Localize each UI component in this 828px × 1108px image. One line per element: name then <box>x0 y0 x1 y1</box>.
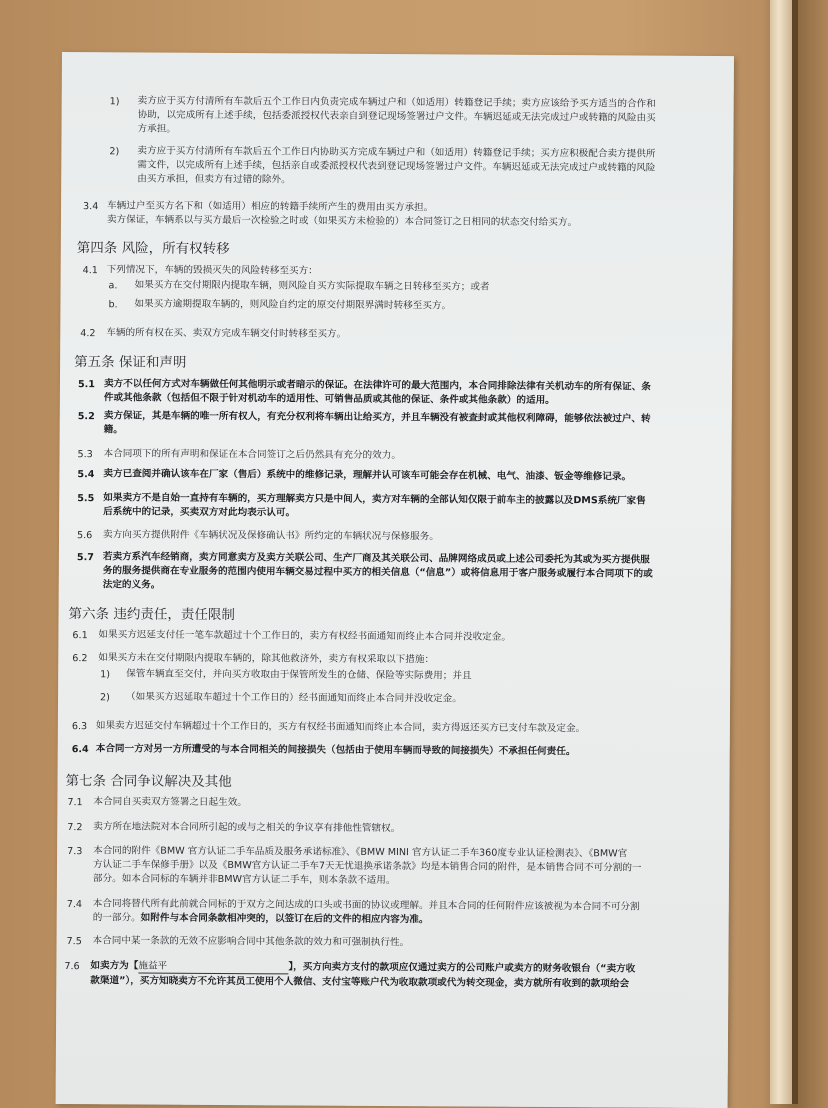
clause-6-2-text: 如果买方未在交付期限内提取车辆的，除其他救济外，卖方有权采取以下措施： <box>98 652 435 666</box>
clause-7-6-line-2: 款渠道”），买方知晓卖方不允许其员工使用个人微信、支付宝等账户代为收取款项或代为转交现金，卖方就所有收到的款项给会 <box>90 975 630 990</box>
clause-6-2-1-text: 保管车辆直至交付，并向买方收取由于保管所发生的仓储、保险等实际费用；并且 <box>126 668 472 682</box>
seller-name-field: 施益平 <box>138 959 288 974</box>
clause-6-2-2-text: （如果买方迟延取车超过十个工作日的）经书面通知而终止本合同并没收定金。 <box>126 691 462 705</box>
clause-5-7-line-2: 务的服务提供商在专业服务的范围内使用车辆交易过程中买方的相关信息（“信息”）或将信息用于客户服务或履行本合同项下的或 <box>102 565 653 580</box>
clause-3-4-line-1: 车辆过户至买方名下和（如适用）相应的转籍手续所产生的费用由买方承担。 <box>107 200 434 214</box>
item-1-number: 1) <box>109 96 120 108</box>
clause-5-7-line-1: 若卖方系汽车经销商，卖方同意卖方及卖方关联公司、生产厂商及其关联公司、品牌网络成员或上述公司委托为其或为买方提供服 <box>102 551 650 566</box>
clause-5-7-number: 5.7 <box>76 552 94 564</box>
clause-7-2-text: 卖方所在地法院对本合同所引起的或与之相关的争议享有排他性管辖权。 <box>93 821 401 835</box>
item-2-line-1: 卖方应于买方付清所有车款后五个工作日内协助买方完成车辆过户和（如适用）转籍登记手续；买方应积极配合卖方提供所 <box>137 145 656 160</box>
section-5-heading: 第五条 保证和声明 <box>74 354 187 371</box>
section-4-heading: 第四条 风险，所有权转移 <box>76 240 230 258</box>
clause-4-1-a-text: 如果买方在交付期限内提取车辆，则风险自买方实际提取车辆之日转移至买方；或者 <box>134 279 490 293</box>
item-2-line-3: 由买方承担，但卖方有过错的除外。 <box>137 173 291 186</box>
item-2-line-2: 需文件，以完成所有上述手续，包括亲自或委派授权代表到登记现场签署过户文件。车辆迟延或无法完成过户或转籍的风险 <box>137 159 656 174</box>
clause-4-1-b-number: b. <box>108 299 118 311</box>
clause-7-3-number: 7.3 <box>67 846 83 858</box>
item-1-line-2: 协助，以完成所有上述手续，包括委派授权代表亲自到登记现场签署过户文件。车辆迟延或无法完成过户或转籍的风险由买 <box>137 109 656 124</box>
clause-7-6-prefix: 如卖方为【 <box>90 960 139 972</box>
clause-5-2-line-2: 籍。 <box>103 424 123 436</box>
clause-7-1-text: 本合同自买卖双方签署之日起生效。 <box>93 796 247 809</box>
clause-6-4-number: 6.4 <box>71 744 89 756</box>
clause-7-3-line-1: 本合同的附件《BMW 官方认证二手车品质及服务承诺标准》、《BMW MINI 官方认证二手车360度专业认证检测表》、《BMW官 <box>93 845 628 860</box>
item-1-line-3: 方承担。 <box>137 123 176 135</box>
clause-6-2-number: 6.2 <box>72 653 88 665</box>
clause-4-1-a-number: a. <box>108 280 118 292</box>
clause-5-5-line-1: 如果卖方不是自始一直持有车辆的，买方理解卖方只是中间人，卖方对车辆的全部认知仅限于前车主的披露以及DMS系统厂家售 <box>103 492 646 507</box>
clause-6-1-number: 6.1 <box>72 630 88 642</box>
clause-5-7-line-3: 法定的义务。 <box>102 579 161 591</box>
clause-4-2-text: 车辆的所有权在买、卖双方完成车辆交付时转移至买方。 <box>106 327 347 340</box>
item-2-number: 2) <box>109 146 120 158</box>
clause-7-3-line-3: 部分。如本合同标的车辆并非BMW官方认证二手车，则本条款不适用。 <box>92 873 396 887</box>
clause-5-2-line-1: 卖方保证，其是车辆的唯一所有权人，有充分权利将车辆出让给买方，并且车辆没有被查封或其他权利障碍，能够依法被过户、转 <box>103 410 651 425</box>
clause-7-4-number: 7.4 <box>66 899 83 911</box>
clause-3-4-line-2: 卖方保证，车辆系以与买方最后一次检验之时或（如果买方未检验的）本合同签订之日相同的状态交付给买方。 <box>106 214 578 229</box>
clause-6-4-text: 本合同一方对另一方所遭受的与本合同相关的间接损失（包括由于使用车辆而导致的间接损失）不承担任何责任。 <box>95 743 576 758</box>
clause-5-3-line-1: 本合同项下的所有声明和保证在本合同签订之后仍然具有充分的效力。 <box>103 448 401 462</box>
clause-6-3-text: 如果卖方迟延交付车辆超过十个工作日的，买方有权经书面通知而终止本合同，卖方得返还买方已支付车款及定金。 <box>95 720 586 735</box>
item-1-line-1: 卖方应于买方付清所有车款后五个工作日内负责完成车辆过户和（如适用）转籍登记手续；卖方应该给予买方适当的合作和 <box>137 95 656 110</box>
clause-7-4-line-2 <box>93 911 429 926</box>
clause-6-3-number: 6.3 <box>71 721 88 733</box>
clause-4-2-number: 4.2 <box>80 328 96 340</box>
clause-4-1-text: 下列情况下，车辆的毁损灭失的风险转移至买方： <box>106 264 318 277</box>
clause-6-2-2-number: 2) <box>100 692 110 704</box>
clause-5-4-line-1: 卖方已查阅并确认该车在厂家（售后）系统中的维修记录，理解并认可该车可能会存在机械、电气、油漆、钣金等维修记录。 <box>103 468 632 483</box>
clause-7-4-line-1: 本合同将替代所有此前就合同标的于双方之间达成的口头或书面的协议或理解。并且本合同的任何附件应该被视为本合同不可分割 <box>92 898 640 913</box>
clause-4-1-number: 4.1 <box>82 265 98 277</box>
clause-5-1-line-2: 件或其他条款（包括但不限于针对机动车的适用性、可销售品质或其他的保证、条件或其他条款）的适用。 <box>103 392 555 407</box>
clause-4-1-b-text: 如果买方逾期提取车辆的，则风险自约定的原交付期限界满时转移至买方。 <box>134 298 452 312</box>
clause-5-6-line-1: 卖方向买方提供附件《车辆状况及保修确认书》所约定的车辆状况与保修服务。 <box>103 529 439 543</box>
clause-5-5-line-2: 后系统中的记录，买卖双方对此均表示认可。 <box>103 506 296 519</box>
clause-6-1-text: 如果买方迟延支付任一笔车款超过十个工作日的，卖方有权经书面通知而终止本合同并没收定金。 <box>98 629 511 643</box>
clause-7-3-line-2: 方认证二手车保修手册》以及《BMW官方认证二手车7天无忧退换承诺条款》均是本销售合同的附件，是本销售合同不可分割的一 <box>93 859 642 874</box>
table-edge <box>770 0 792 1104</box>
clause-5-5-number: 5.5 <box>77 493 95 505</box>
clause-7-1-number: 7.1 <box>67 797 83 809</box>
clause-3-4-number: 3.4 <box>83 201 99 213</box>
clause-5-2-number: 5.2 <box>77 411 95 423</box>
clause-5-6-number: 5.6 <box>77 530 93 542</box>
clause-6-2-1-number: 1) <box>100 669 111 681</box>
clause-5-1-number: 5.1 <box>77 379 96 391</box>
clause-7-2-number: 7.2 <box>67 822 83 834</box>
section-7-heading: 第七条 合同争议解决及其他 <box>65 773 232 791</box>
clause-7-5-text: 本合同中某一条款的无效不应影响合同中其他条款的效力和可强制执行性。 <box>92 935 410 949</box>
clause-7-6-suffix: 】，买方向卖方支付的款项应仅通过卖方的公司账户或卖方的财务收银台（“卖方收 <box>288 961 636 975</box>
clause-5-4-number: 5.4 <box>77 469 95 481</box>
table-gap <box>792 0 798 1104</box>
contract-page <box>56 52 734 1108</box>
clause-7-4-line-2-start: 的一部分。 <box>92 912 141 924</box>
clause-7-5-number: 7.5 <box>66 936 82 948</box>
clause-5-3-number: 5.3 <box>77 449 93 461</box>
clause-7-6-number: 7.6 <box>64 961 80 973</box>
clause-7-4-bold-tail: 如附件与本合同条款相冲突的，以签订在后的文件的相应内容为准。 <box>140 912 429 926</box>
clause-5-1-line-1: 卖方不以任何方式对车辆做任何其他明示或者暗示的保证。在法律许可的最大范围内，本合同排除法律有关机动车的所有保证、条 <box>103 378 651 393</box>
section-6-heading: 第六条 违约责任，责任限制 <box>68 606 235 624</box>
